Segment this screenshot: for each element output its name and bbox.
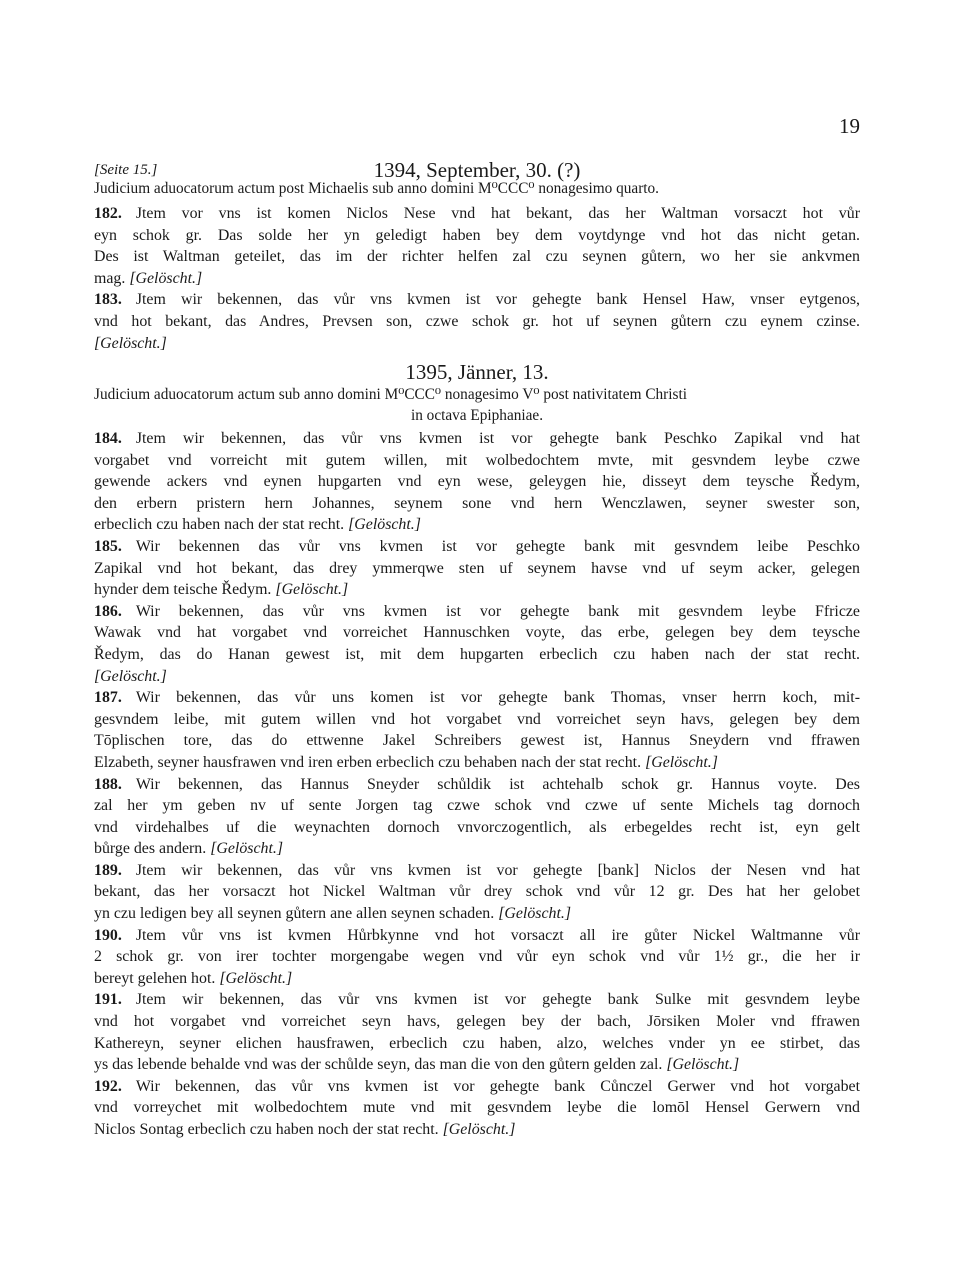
entry-line: vnd hot vorgabet vnd vorreichet seyn havs, gelegen bey der bach, Jōrsiken Moler vnd ffrawen (94, 1013, 860, 1031)
entry-line: 183. Jtem wir bekennen, das vůr vns kvmen ist vor gehegte bank Hensel Haw, vnser eytgenos, (94, 291, 860, 309)
entry-line: Wawak vnd hat vorgabet vnd vorreichet Hannuschken voyte, das erbe, gelegen bey dem teysche (94, 624, 860, 642)
entry-line: gesvndem leibe, mit gutem willen vnd hot vorgabet vnd vorreichet seyn havs, gelegen bey dem (94, 710, 860, 728)
entry-192 (94, 1076, 860, 1141)
intro-line: in octava Epiphaniae. (410, 407, 544, 425)
entry-189 (94, 860, 860, 925)
entry-number: 191. (94, 991, 122, 1009)
entry-line: Elzabeth, seyner hausfrawen vnd iren erben erbeclich czu behaben nach der stat recht. [Gelöscht.] (94, 753, 718, 771)
entry-line: hynder dem teische Ředym. [Gelöscht.] (94, 581, 349, 599)
page-number: 19 (839, 114, 860, 138)
section-date-1395 (94, 360, 860, 384)
entry-line: vorgabet vnd vorreicht mit gutem willen, mit wolbedochtem mvte, mit gesvndem leybe czwe (94, 451, 860, 469)
deleted-note: [Gelöscht.] (498, 905, 572, 923)
entries-1394 (94, 203, 860, 354)
entry-190 (94, 925, 860, 990)
entry-191 (94, 989, 860, 1075)
entry-line: gewende ackers vnd eynen hupgarten vnd eyn wese, geleygen hie, disseyt dem teysche Ředym, (94, 473, 860, 491)
entry-188 (94, 774, 860, 860)
entry-line (94, 333, 860, 355)
date-heading: 1395, Jänner, 13. (405, 360, 549, 384)
entry-number: 187. (94, 689, 122, 707)
intro-line: Judicium aduocatorum actum sub anno domini M⁰CCC⁰ nonagesimo V⁰ post nativitatem Christi (94, 386, 687, 403)
seite-marker: [Seite 15.] (94, 162, 158, 178)
deleted-note: [Gelöscht.] (219, 969, 293, 987)
section-intro-1394 (94, 178, 860, 199)
entry-line: 191. Jtem wir bekennen, das vůr vns kvmen ist vor gehegte bank Sulke mit gesvndem leybe (94, 991, 860, 1009)
entry-number: 182. (94, 205, 122, 222)
entry-number: 189. (94, 861, 122, 879)
entry-line: 185. Wir bekennen das vůr vns kvmen ist vor gehegte bank mit gesvndem leibe Peschko (94, 537, 860, 555)
entry-number: 186. (94, 602, 122, 620)
entry-line: erbeclich czu haben nach der stat recht. [Gelöscht.] (94, 516, 421, 534)
entry-line (94, 666, 860, 688)
entry-number: 190. (94, 926, 122, 944)
deleted-note: [Gelöscht.] (348, 516, 421, 534)
entry-line: eyn schok gr. Das solde her yn geledigt haben bey dem voytdynge vnd hot das nicht getan. (94, 226, 860, 244)
entry-line: Niclos Sontag erbeclich czu haben noch der stat recht. [Gelöscht.] (94, 1121, 516, 1138)
entry-line: vnd hot bekant, das Andres, Prevsen son, czwe schok gr. hot uf seynen gůtern czu eynem czinse. (94, 312, 860, 330)
entry-line: den erbern pristern hern Johannes, seynem sone vnd hern Wenczlawen, seyner swester son, (94, 494, 860, 512)
deleted-note: [Gelöscht.] (94, 667, 167, 685)
entry-number: 185. (94, 537, 122, 555)
entry-line: 189. Jtem wir bekennen, das vůr vns kvmen ist vor gehegte [bank] Niclos der Nesen vnd hat (94, 861, 860, 879)
entry-183 (94, 289, 860, 354)
deleted-note: [Gelöscht.] (645, 753, 718, 771)
entry-line: Kathereyn, seyner elichen hausfrawen, erbeclich czu haben, alzo, welches vnder yn ee stirbet, das (94, 1034, 860, 1052)
date-heading: 1394, September, 30. (?) (373, 158, 581, 182)
entry-line: vnd virdehalbes uf die weynachten dornoch vnvorczogentlich, als erbegeldes recht ist, eyn gelt (94, 818, 860, 836)
entry-182 (94, 203, 860, 289)
section-intro-1395 (94, 384, 860, 427)
entry-line: bereyt gelehen hot. [Gelöscht.] (94, 969, 293, 987)
entry-line: Zapikal vnd hot bekant, das drey ymmerqwe sten uf seynem havse vnd uf seym acker, gelegen (94, 559, 860, 577)
deleted-note: [Gelöscht.] (94, 334, 167, 352)
deleted-note: [Gelöscht.] (666, 1056, 740, 1074)
entry-line: vnd vorreychet mit wolbedochtem mute vnd mit gesvndem leybe die lomōl Hensel Gerwern vnd (94, 1099, 860, 1117)
entry-line: Ředym, das do Hanan gewest ist, mit dem hupgarten erbeclich czu haben nach der stat recht. (94, 645, 860, 663)
entry-line: bekant, das her vorsaczt hot Nickel Waltman vůr drey schok vnd vůr 12 gr. Des hat her gelobet (94, 883, 860, 901)
entry-184 (94, 428, 860, 536)
entry-line: bůrge des andern. [Gelöscht.] (94, 840, 284, 858)
entries-1395 (94, 428, 860, 1141)
entry-number: 183. (94, 291, 122, 309)
deleted-note: [Gelöscht.] (210, 840, 284, 858)
entry-number: 184. (94, 430, 122, 447)
entry-line: 184. Jtem wir bekennen, das vůr vns kvmen ist vor gehegte bank Peschko Zapikal vnd hat (94, 430, 860, 447)
entry-line: mag. [Gelöscht.] (94, 269, 203, 287)
entry-185 (94, 536, 860, 601)
entry-line: zal her ym geben nv uf sente Jorgen tag czwe schok vnd czwe uf sente Michels tag dornoch (94, 797, 860, 815)
entry-line: Des ist Waltman geteilet, das im der richter helfen zal czu seynen gůtern, wo her sie ankvmen (94, 248, 860, 266)
entry-186 (94, 601, 860, 687)
entry-line: 190. Jtem vůr vns ist kvmen Hůrbkynne vnd hot vorsaczt all ire gůter Nickel Waltmanne vůr (94, 926, 860, 944)
entry-line: yn czu ledigen bey all seynen gůtern ane allen seynen schaden. [Gelöscht.] (94, 905, 572, 923)
entry-line: 182. Jtem vor vns ist komen Niclos Nese vnd hat bekant, das her Waltman vorsaczt hot vůr (94, 205, 860, 222)
entry-187 (94, 687, 860, 773)
entry-number: 188. (94, 775, 122, 793)
intro-line: Judicium aduocatorum actum post Michaelis sub anno domini M⁰CCC⁰ nonagesimo quarto. (94, 180, 660, 197)
deleted-note: [Gelöscht.] (442, 1121, 516, 1138)
entry-line: 2 schok gr. von irer tochter morgengabe wegen vnd vůr eyn schok vnd vůr 1½ gr., die her ir (94, 948, 860, 966)
deleted-note: [Gelöscht.] (275, 581, 349, 599)
entry-line: 192. Wir bekennen, das vůr vns kvmen ist vor gehegte bank Cůnczel Gerwer vnd hot vorgabet (94, 1077, 860, 1095)
entry-number: 192. (94, 1077, 122, 1095)
entry-line: Tōplischen tore, das do ettwenne Jakel Schreibers gewest ist, Hannus Sneydern vnd ffrawen (94, 732, 860, 750)
entry-line: 186. Wir bekennen, das vůr vns kvmen ist vor gehegte bank mit gesvndem leybe Ffricze (94, 602, 860, 620)
entry-line: 188. Wir bekennen, das Hannus Sneyder schůldik ist achtehalb schok gr. Hannus voyte. Des (94, 775, 860, 793)
entry-line: ys das lebende behalde vnd was der schůlde seyn, das man die von den gůtern gelden zal. [Gelöscht.] (94, 1056, 740, 1074)
entry-line: 187. Wir bekennen, das vůr uns komen ist vor gehegte bank Thomas, vnser herrn koch, mit- (94, 689, 860, 707)
deleted-note: [Gelöscht.] (129, 269, 203, 287)
